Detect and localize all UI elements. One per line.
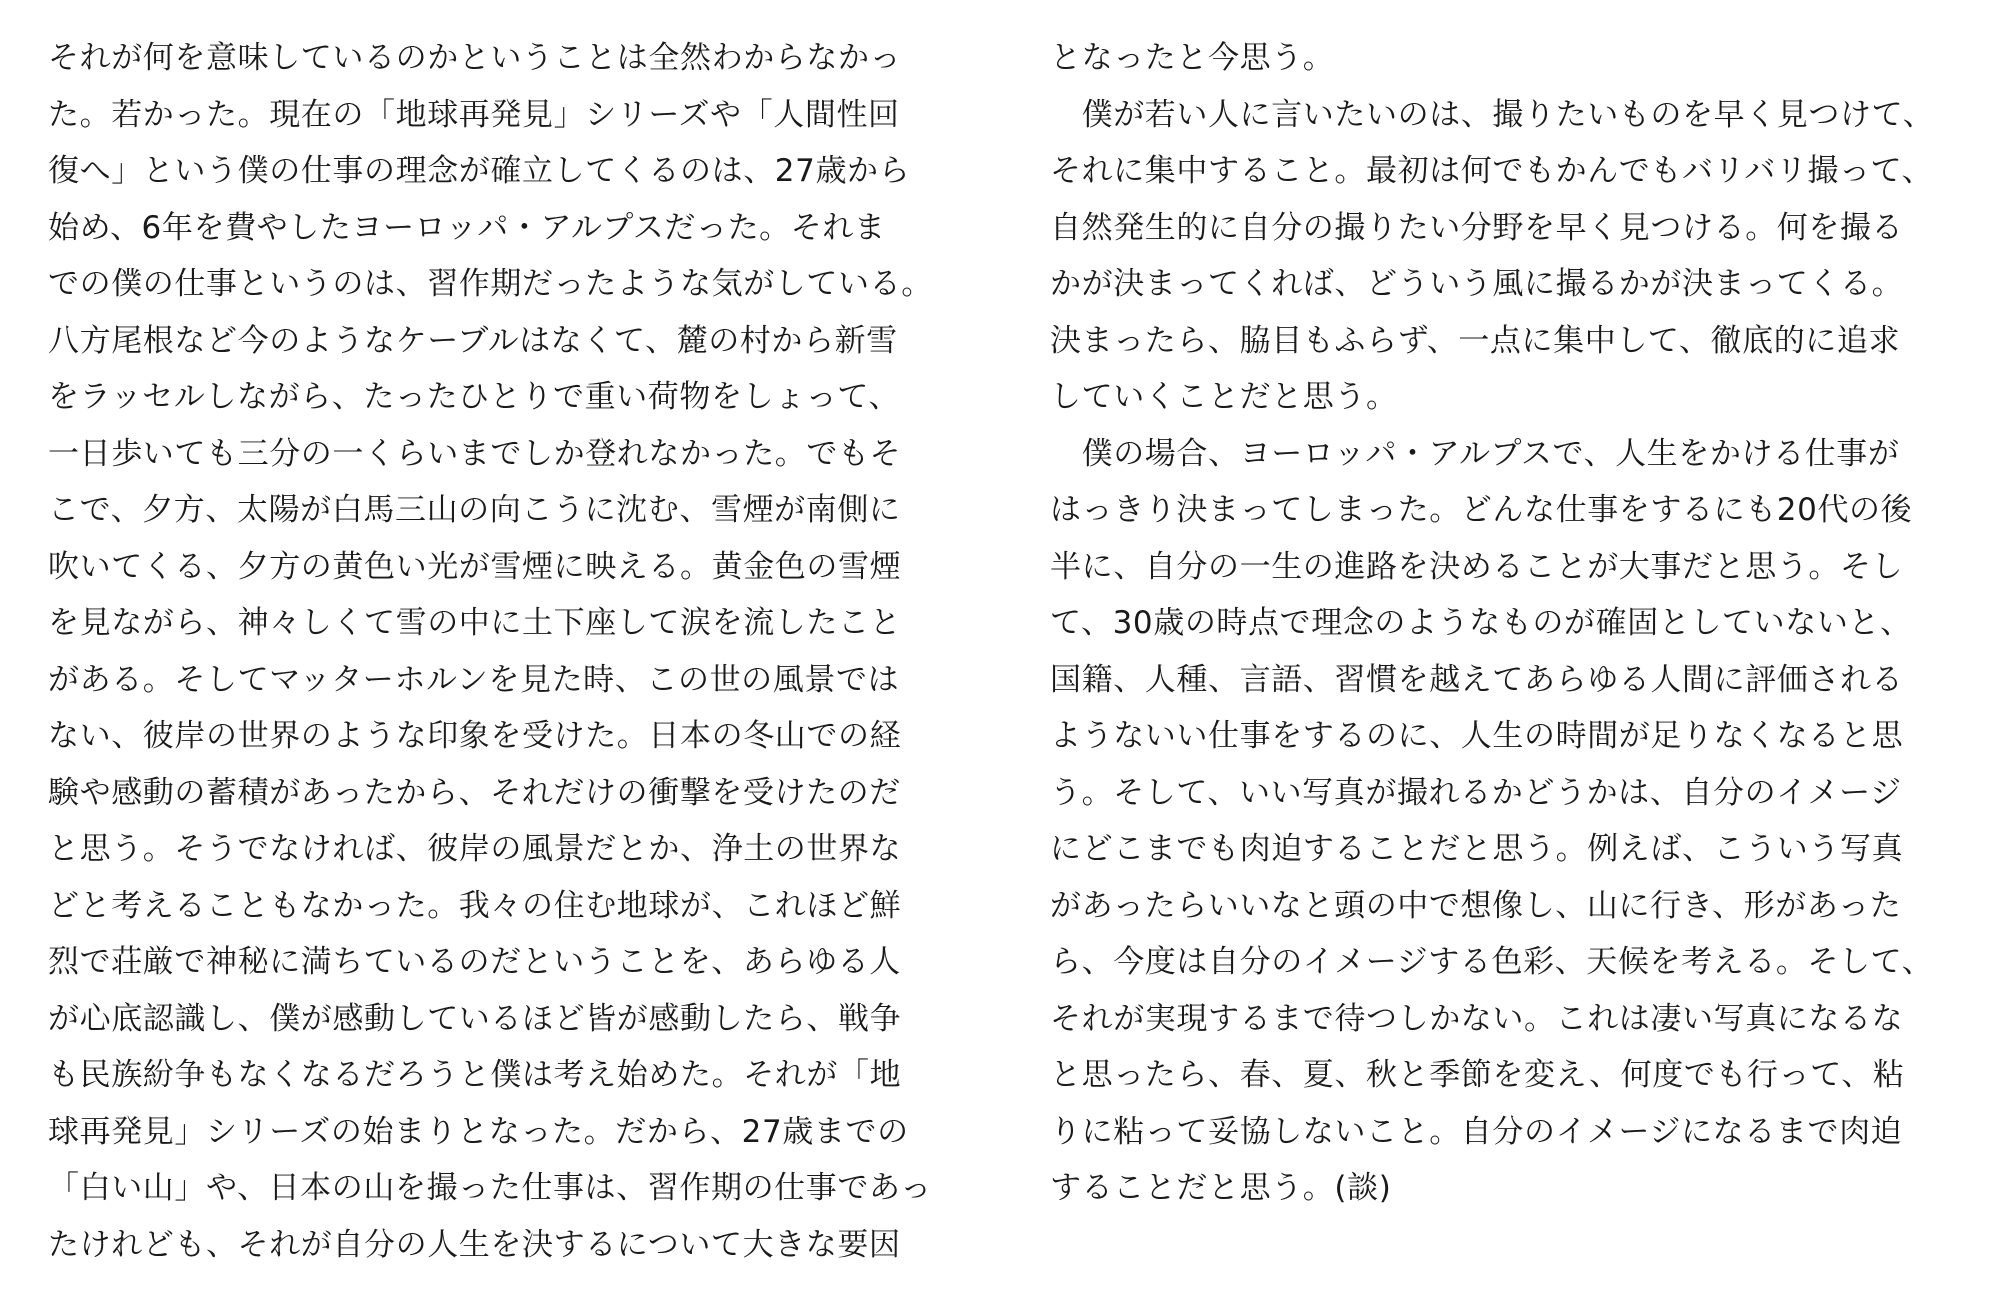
right-text-column (1050, 30, 1980, 1217)
text-line: はっきり決まってしまった。どんな仕事をするにも20代の後 (1050, 492, 1913, 528)
text-line: それが実現するまで待つしかない。これは凄い写真になるな (1050, 1000, 1904, 1037)
text-line: ようないい仕事をするのに、人生の時間が足りなくなると思 (1050, 718, 1904, 754)
text-line: それに集中すること。最初は何でもかんでもバリバリ撮って、 (1050, 153, 1934, 189)
text-line: ら、今度は自分のイメージする色彩、天候を考える。そして、 (1050, 944, 1934, 980)
text-line: た。若かった。現在の「地球再発見」シリーズや「人間性回 (48, 96, 900, 133)
text-line: 自然発生的に自分の撮りたい分野を早く見つける。何を撮る (1050, 209, 1904, 246)
text-line: かが決まってくれば、どういう風に撮るかが決まってくる。 (1050, 266, 1904, 302)
text-line: がある。そしてマッターホルンを見た時、この世の風景では (48, 661, 900, 698)
text-line: していくことだと思う。 (1050, 379, 1398, 415)
text-line: となったと今思う。 (1050, 40, 1335, 76)
text-line: 僕の場合、ヨーロッパ・アルプスで、人生をかける仕事が (1050, 435, 1900, 472)
text-line: にどこまでも肉迫することだと思う。例えば、こういう写真 (1050, 831, 1904, 867)
text-line: での僕の仕事というのは、習作期だったような気がしている。 (48, 266, 933, 302)
text-line: と思う。そうでなければ、彼岸の風景だとか、浄土の世界な (48, 831, 902, 867)
text-line: 僕が若い人に言いたいのは、撮りたいものを早く見つけて、 (1050, 96, 1935, 133)
text-line: 決まったら、脇目もふらず、一点に集中して、徹底的に追求 (1050, 322, 1901, 359)
text-line: たけれども、それが自分の人生を決するについて大きな要因 (48, 1226, 901, 1263)
text-line: 半に、自分の一生の進路を決めることが大事だと思う。そし (1050, 548, 1904, 585)
text-line: どと考えることもなかった。我々の住む地球が、これほど鮮 (48, 887, 902, 924)
text-line: う。そして、いい写真が撮れるかどうかは、自分のイメージ (1050, 774, 1902, 811)
text-line: を見ながら、神々しくて雪の中に土下座して涙を流したこと (48, 605, 902, 641)
text-line: 吹いてくる、夕方の黄色い光が雪煙に映える。黄金色の雪煙 (48, 548, 902, 585)
text-line: ない、彼岸の世界のような印象を受けた。日本の冬山での経 (48, 718, 902, 754)
text-line: 復へ」という僕の仕事の理念が確立してくるのは、27歳から (48, 153, 911, 189)
text-line: 球再発見」シリーズの始まりとなった。だから、27歳までの (48, 1113, 909, 1150)
text-line: と思ったら、春、夏、秋と季節を変え、何度でも行って、粘 (1050, 1057, 1905, 1093)
text-line: 国籍、人種、言語、習慣を越えてあらゆる人間に評価される (1050, 661, 1904, 698)
text-line: 八方尾根など今のようなケーブルはなくて、麓の村から新雪 (48, 322, 898, 359)
text-line: が心底認識し、僕が感動しているほど皆が感動したら、戦争 (48, 1000, 902, 1037)
text-line: することだと思う。(談) (1050, 1170, 1392, 1206)
text-line: それが何を意味しているのかということは全然わからなかっ (48, 40, 902, 76)
text-line: 一日歩いても三分の一くらいまでしか登れなかった。でもそ (48, 435, 902, 472)
text-line: をラッセルしながら、たったひとりで重い荷物をしょって、 (48, 379, 900, 415)
text-line: 「白い山」や、日本の山を撮った仕事は、習作期の仕事であっ (48, 1170, 932, 1206)
text-line: こで、夕方、太陽が白馬三山の向こうに沈む、雪煙が南側に (48, 492, 901, 528)
text-line: も民族紛争もなくなるだろうと僕は考え始めた。それが「地 (48, 1057, 902, 1093)
left-text-column (48, 30, 978, 1273)
text-line: 始め、6年を費やしたヨーロッパ・アルプスだった。それま (48, 209, 886, 246)
text-line: 験や感動の蓄積があったから、それだけの衝撃を受けたのだ (48, 774, 901, 811)
text-line: て、30歳の時点で理念のようなものが確固としていないと、 (1050, 605, 1912, 641)
text-line: 烈で荘厳で神秘に満ちているのだということを、あらゆる人 (48, 944, 901, 980)
text-line: りに粘って妥協しないこと。自分のイメージになるまで肉迫 (1050, 1113, 1903, 1150)
text-line: があったらいいなと頭の中で想像し、山に行き、形があった (1050, 887, 1902, 924)
